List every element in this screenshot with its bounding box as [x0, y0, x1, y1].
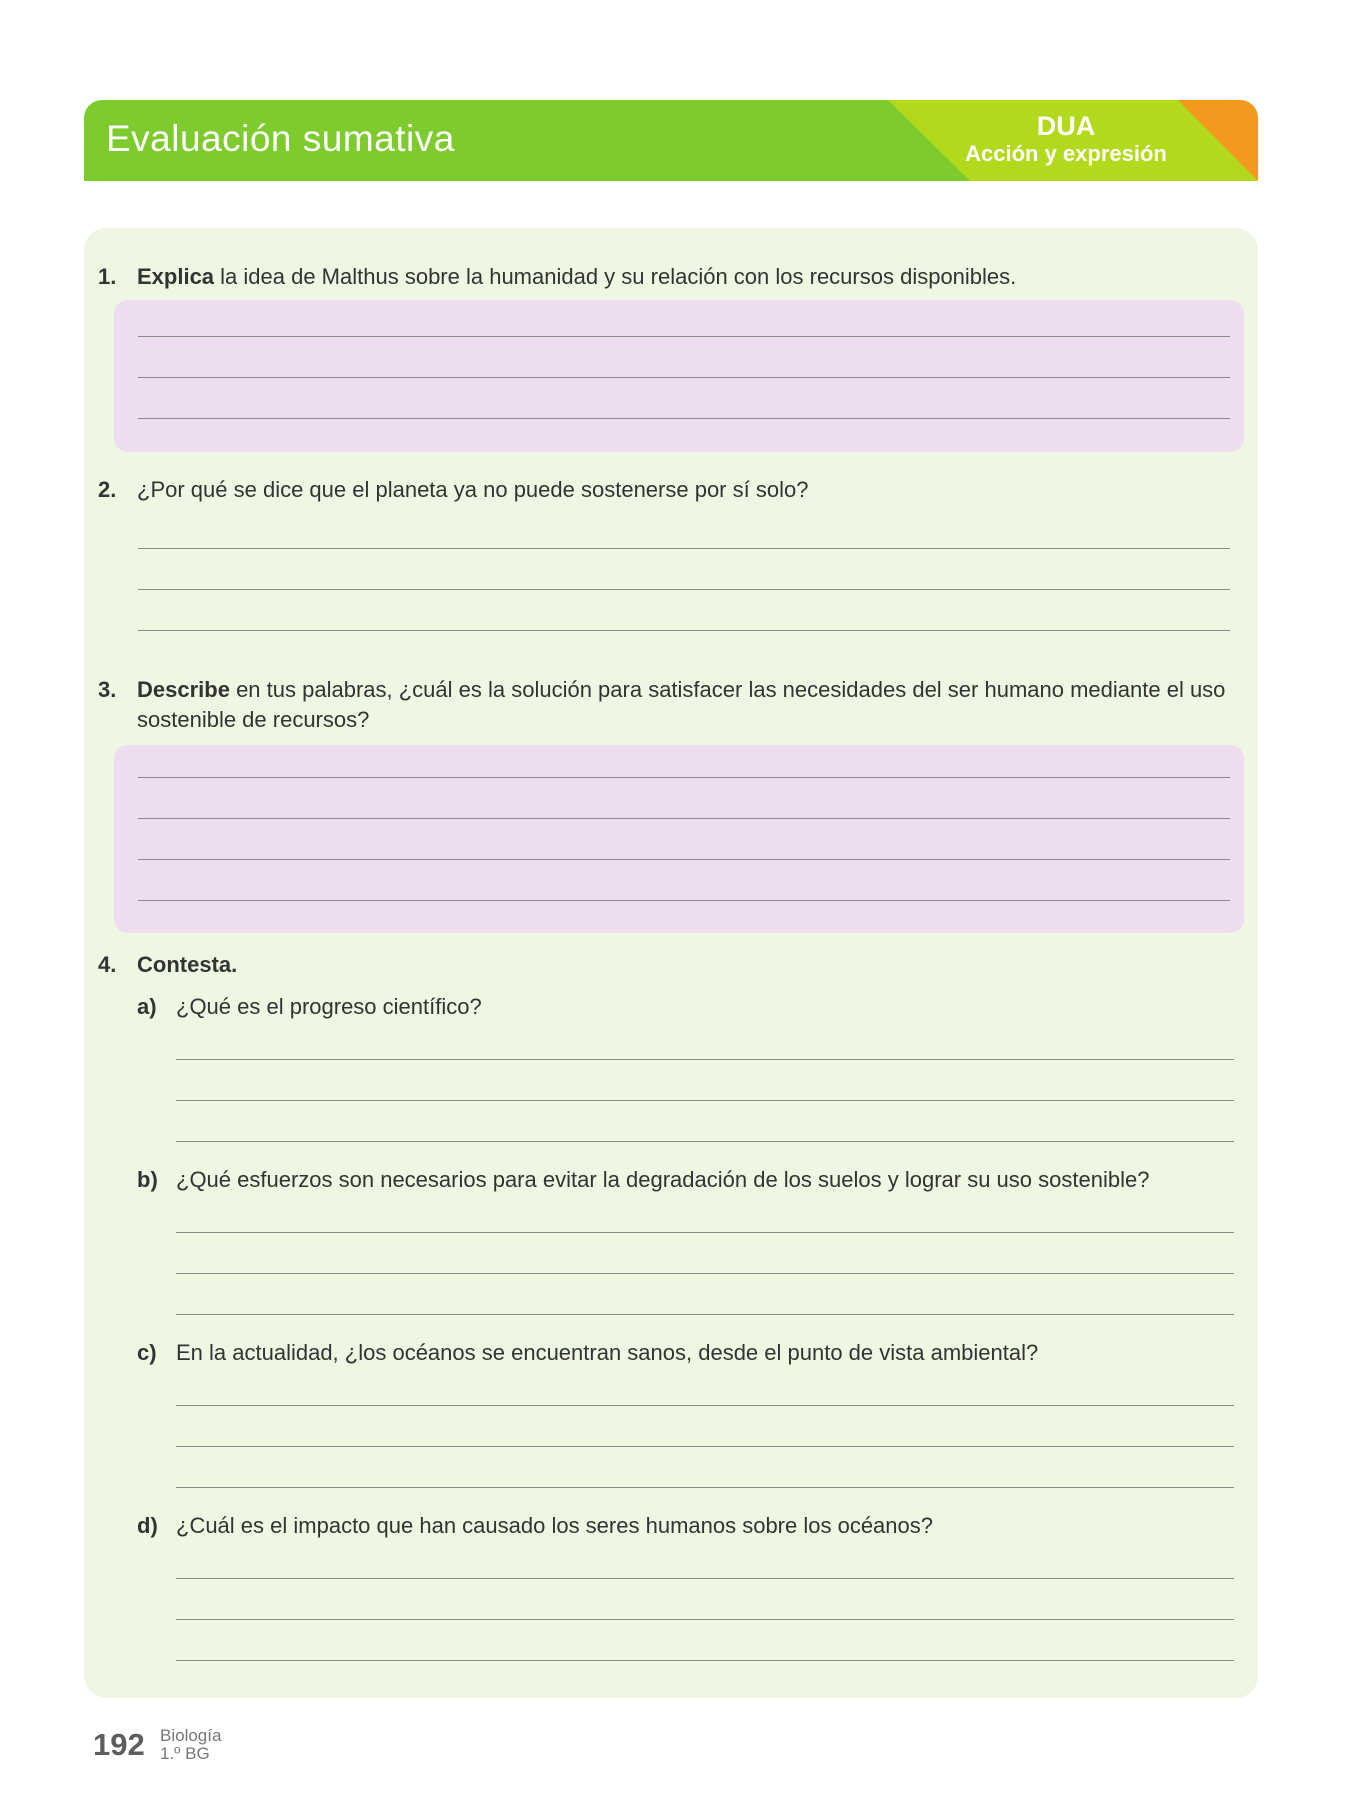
answer-line	[138, 336, 1230, 337]
answer-line	[138, 818, 1230, 819]
subquestion-b	[137, 1165, 1237, 1195]
answer-line[interactable]	[176, 1141, 1234, 1142]
question-1	[98, 262, 1258, 292]
page-number: 192	[93, 1727, 145, 1762]
answer-line[interactable]	[176, 1487, 1234, 1488]
answer-line[interactable]	[138, 630, 1230, 631]
footer-subject	[160, 1727, 221, 1763]
question-text: ¿Por qué se dice que el planeta ya no puede sostenerse por sí solo?	[137, 477, 809, 502]
subquestion-letter: a)	[137, 994, 157, 1019]
answer-line	[138, 900, 1230, 901]
subquestion-text: En la actualidad, ¿los océanos se encuentran sanos, desde el punto de vista ambiental?	[176, 1340, 1039, 1365]
answer-line[interactable]	[176, 1314, 1234, 1315]
answer-line[interactable]	[176, 1405, 1234, 1406]
answer-line[interactable]	[176, 1232, 1234, 1233]
question-text: la idea de Malthus sobre la humanidad y su relación con los recursos disponibles.	[214, 264, 1017, 289]
question-number: 2.	[98, 477, 117, 502]
answer-box-1[interactable]	[114, 300, 1244, 452]
answer-line[interactable]	[176, 1660, 1234, 1661]
subquestion-letter: d)	[137, 1513, 158, 1538]
dua-text	[946, 112, 1186, 168]
answer-line	[138, 859, 1230, 860]
subquestion-text: ¿Qué es el progreso científico?	[176, 994, 482, 1019]
question-text: en tus palabras, ¿cuál es la solución para satisfacer las necesidades del ser humano mediante el uso sostenible de recursos?	[137, 677, 1226, 732]
question-verb: Describe	[137, 677, 230, 702]
section-title: Evaluación sumativa	[106, 118, 455, 159]
answer-line	[138, 418, 1230, 419]
subquestion-text: ¿Cuál es el impacto que han causado los seres humanos sobre los océanos?	[176, 1513, 934, 1538]
question-number: 4.	[98, 952, 117, 977]
question-number: 1.	[98, 264, 117, 289]
section-header	[84, 100, 1258, 181]
answer-line[interactable]	[176, 1578, 1234, 1579]
answer-box-3[interactable]	[114, 745, 1244, 933]
dua-subtitle: Acción y expresión	[965, 141, 1167, 166]
answer-line[interactable]	[176, 1059, 1234, 1060]
subquestion-c	[137, 1338, 1237, 1368]
question-verb: Contesta.	[137, 952, 238, 977]
answer-line[interactable]	[176, 1100, 1234, 1101]
subquestion-letter: b)	[137, 1167, 158, 1192]
dua-label: DUA	[1036, 111, 1096, 141]
answer-line[interactable]	[176, 1446, 1234, 1447]
question-number: 3.	[98, 677, 117, 702]
subquestion-letter: c)	[137, 1340, 157, 1365]
question-2	[98, 475, 1258, 505]
question-3	[98, 675, 1258, 737]
answer-line[interactable]	[138, 589, 1230, 590]
grade-label: 1.º BG	[160, 1744, 210, 1763]
subquestion-d	[137, 1511, 1237, 1541]
answer-line[interactable]	[176, 1619, 1234, 1620]
subquestion-a	[137, 992, 1237, 1022]
answer-line[interactable]	[138, 548, 1230, 549]
question-verb: Explica	[137, 264, 215, 289]
answer-line	[138, 777, 1230, 778]
subject-name: Biología	[160, 1726, 222, 1745]
answer-line	[138, 377, 1230, 378]
answer-line[interactable]	[176, 1273, 1234, 1274]
subquestion-text: ¿Qué esfuerzos son necesarios para evitar la degradación de los suelos y lograr su uso sostenible?	[176, 1167, 1150, 1192]
question-4	[98, 950, 1258, 980]
